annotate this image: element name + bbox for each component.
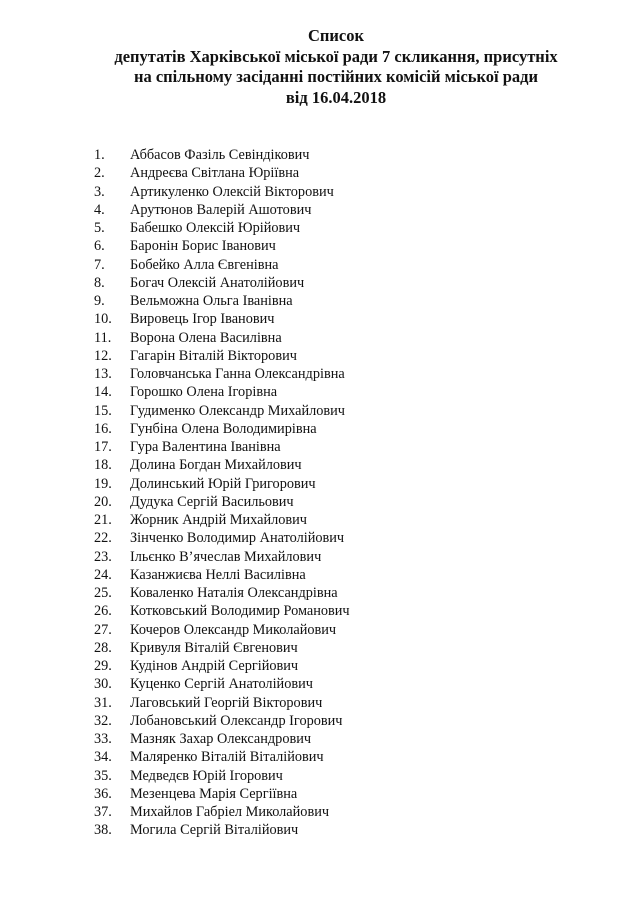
list-item-name: Маляренко Віталій Віталійович: [130, 749, 324, 766]
list-item: [0, 803, 632, 821]
list-item-name: Казанжиєва Неллі Василівна: [130, 566, 306, 583]
list-item: [0, 584, 632, 602]
list-item-number: 11.: [94, 329, 112, 346]
list-item-number: 2.: [94, 165, 105, 182]
list-item-number: 14.: [94, 384, 112, 401]
list-item-name: Вельможна Ольга Іванівна: [130, 293, 293, 309]
list-item-name: Дудука Сергій Васильович: [130, 493, 294, 510]
list-item-number: 17.: [94, 439, 112, 455]
list-item-name: Жорник Андрій Михайлович: [130, 512, 307, 528]
list-item: [0, 219, 632, 237]
list-item: [0, 511, 632, 529]
list-item: [0, 785, 632, 803]
list-item-number: 20.: [94, 493, 112, 510]
list-item: [0, 675, 632, 693]
list-item: [0, 694, 632, 712]
list-item: [0, 529, 632, 547]
list-item-number: 35.: [94, 767, 112, 784]
list-item-name: Мазняк Захар Олександрович: [130, 731, 312, 747]
list-item-name: Кривуля Віталій Євгенович: [130, 639, 298, 656]
list-item: [0, 365, 632, 383]
list-item-number: 16.: [94, 420, 112, 437]
list-item: [0, 201, 632, 219]
list-item-name: Зінченко Володимир Анатолійович: [130, 530, 345, 547]
list-item: [0, 329, 632, 347]
list-item-name: Гунбіна Олена Володимирівна: [130, 420, 317, 437]
list-item-number: 8.: [94, 274, 105, 291]
list-item: [0, 602, 632, 620]
list-item-name: Медведєв Юрій Ігорович: [130, 767, 283, 784]
list-item-name: Вировець Ігор Іванович: [130, 311, 275, 328]
list-item-name: Мезенцева Марія Сергіївна: [130, 785, 298, 802]
list-item-number: 34.: [94, 749, 112, 766]
list-item-name: Андреєва Світлана Юріївна: [130, 165, 300, 182]
list-item: [0, 256, 632, 274]
list-item: [0, 456, 632, 474]
list-item: [0, 821, 632, 839]
list-item: [0, 657, 632, 675]
list-item-number: 22.: [94, 530, 112, 547]
list-item-number: 19.: [94, 475, 112, 492]
list-item-name: Котковський Володимир Романович: [130, 603, 350, 620]
list-item: [0, 566, 632, 584]
list-item-number: 32.: [94, 712, 112, 729]
list-item: [0, 292, 632, 310]
list-item-name: Ільєнко В’ячеслав Михайлович: [130, 548, 322, 565]
document-date: від 16.04.2018: [285, 87, 387, 107]
list-item-name: Горошко Олена Ігорівна: [130, 384, 278, 401]
document-title: Список: [307, 26, 364, 45]
list-item: [0, 548, 632, 566]
list-item: [0, 183, 632, 201]
deputies-list: [0, 146, 632, 840]
list-item-number: 30.: [94, 676, 112, 693]
list-item-name: Аббасов Фазіль Севіндікович: [130, 147, 310, 163]
list-item-number: 24.: [94, 566, 112, 583]
list-item-name: Куценко Сергій Анатолійович: [130, 676, 313, 693]
list-item-name: Кочеров Олександр Миколайович: [130, 621, 337, 638]
list-item-name: Гура Валентина Іванівна: [130, 439, 281, 455]
list-item-name: Баронін Борис Іванович: [130, 238, 276, 255]
list-item-number: 7.: [94, 256, 105, 273]
list-item-name: Гагарін Віталій Вікторович: [130, 347, 297, 364]
list-item: [0, 438, 632, 456]
list-item-name: Бобейко Алла Євгенівна: [130, 256, 279, 273]
list-item-number: 6.: [94, 238, 105, 255]
list-item-name: Богач Олексій Анатолійович: [130, 274, 305, 291]
list-item-name: Коваленко Наталія Олександрівна: [130, 585, 338, 601]
list-item-number: 36.: [94, 785, 112, 802]
list-item-number: 23.: [94, 548, 112, 565]
list-item-number: 1.: [94, 147, 105, 163]
list-item-name: Михайлов Габріел Миколайович: [130, 804, 330, 820]
list-item-name: Долинський Юрій Григорович: [130, 475, 316, 492]
list-item: [0, 310, 632, 328]
list-item-number: 21.: [94, 512, 112, 528]
list-item: [0, 237, 632, 255]
list-item-number: 18.: [94, 457, 112, 474]
document-subtitle-line-1: депутатів Харківської міської ради 7 скликання, присутніх: [114, 46, 558, 66]
list-item: [0, 164, 632, 182]
list-item: [0, 347, 632, 365]
list-item: [0, 639, 632, 657]
list-item-number: 5.: [94, 220, 105, 236]
list-item-number: 13.: [94, 366, 112, 382]
list-item: [0, 767, 632, 785]
list-item-number: 27.: [94, 621, 112, 638]
list-item-number: 37.: [94, 804, 112, 820]
list-item: [0, 274, 632, 292]
list-item: [0, 146, 632, 164]
list-item: [0, 383, 632, 401]
list-item-name: Могила Сергій Віталійович: [130, 822, 299, 839]
list-item: [0, 748, 632, 766]
list-item-name: Гудименко Олександр Михайлович: [130, 402, 345, 419]
list-item-name: Арутюнов Валерій Ашотович: [130, 201, 312, 218]
list-item-number: 28.: [94, 639, 112, 656]
list-item-number: 3.: [94, 183, 105, 200]
list-item-name: Ворона Олена Василівна: [130, 329, 282, 346]
list-item-name: Долина Богдан Михайлович: [130, 457, 302, 474]
list-item-number: 26.: [94, 603, 112, 620]
list-item-name: Артикуленко Олексій Вікторович: [130, 183, 334, 200]
list-item-number: 4.: [94, 201, 105, 218]
list-item-number: 31.: [94, 694, 112, 711]
list-item: [0, 621, 632, 639]
list-item: [0, 402, 632, 420]
list-item-name: Головчанська Ганна Олександрівна: [130, 366, 345, 382]
list-item-name: Кудінов Андрій Сергійович: [130, 658, 299, 674]
list-item-name: Лобановський Олександр Ігорович: [130, 712, 343, 729]
list-item-name: Бабешко Олексій Юрійович: [130, 220, 301, 236]
list-item: [0, 712, 632, 730]
list-item-number: 29.: [94, 658, 112, 674]
list-item-number: 25.: [94, 585, 112, 601]
document-subtitle-line-2: на спільному засіданні постійних комісій міської ради: [133, 67, 539, 86]
list-item: [0, 420, 632, 438]
document-header: [0, 26, 632, 108]
list-item-number: 38.: [94, 822, 112, 839]
list-item: [0, 493, 632, 511]
list-item: [0, 730, 632, 748]
list-item-name: Лаговський Георгій Вікторович: [130, 694, 323, 711]
list-item-number: 33.: [94, 731, 112, 747]
list-item-number: 12.: [94, 347, 112, 364]
list-item-number: 10.: [94, 311, 112, 328]
list-item-number: 9.: [94, 293, 105, 309]
list-item: [0, 475, 632, 493]
list-item-number: 15.: [94, 402, 112, 419]
